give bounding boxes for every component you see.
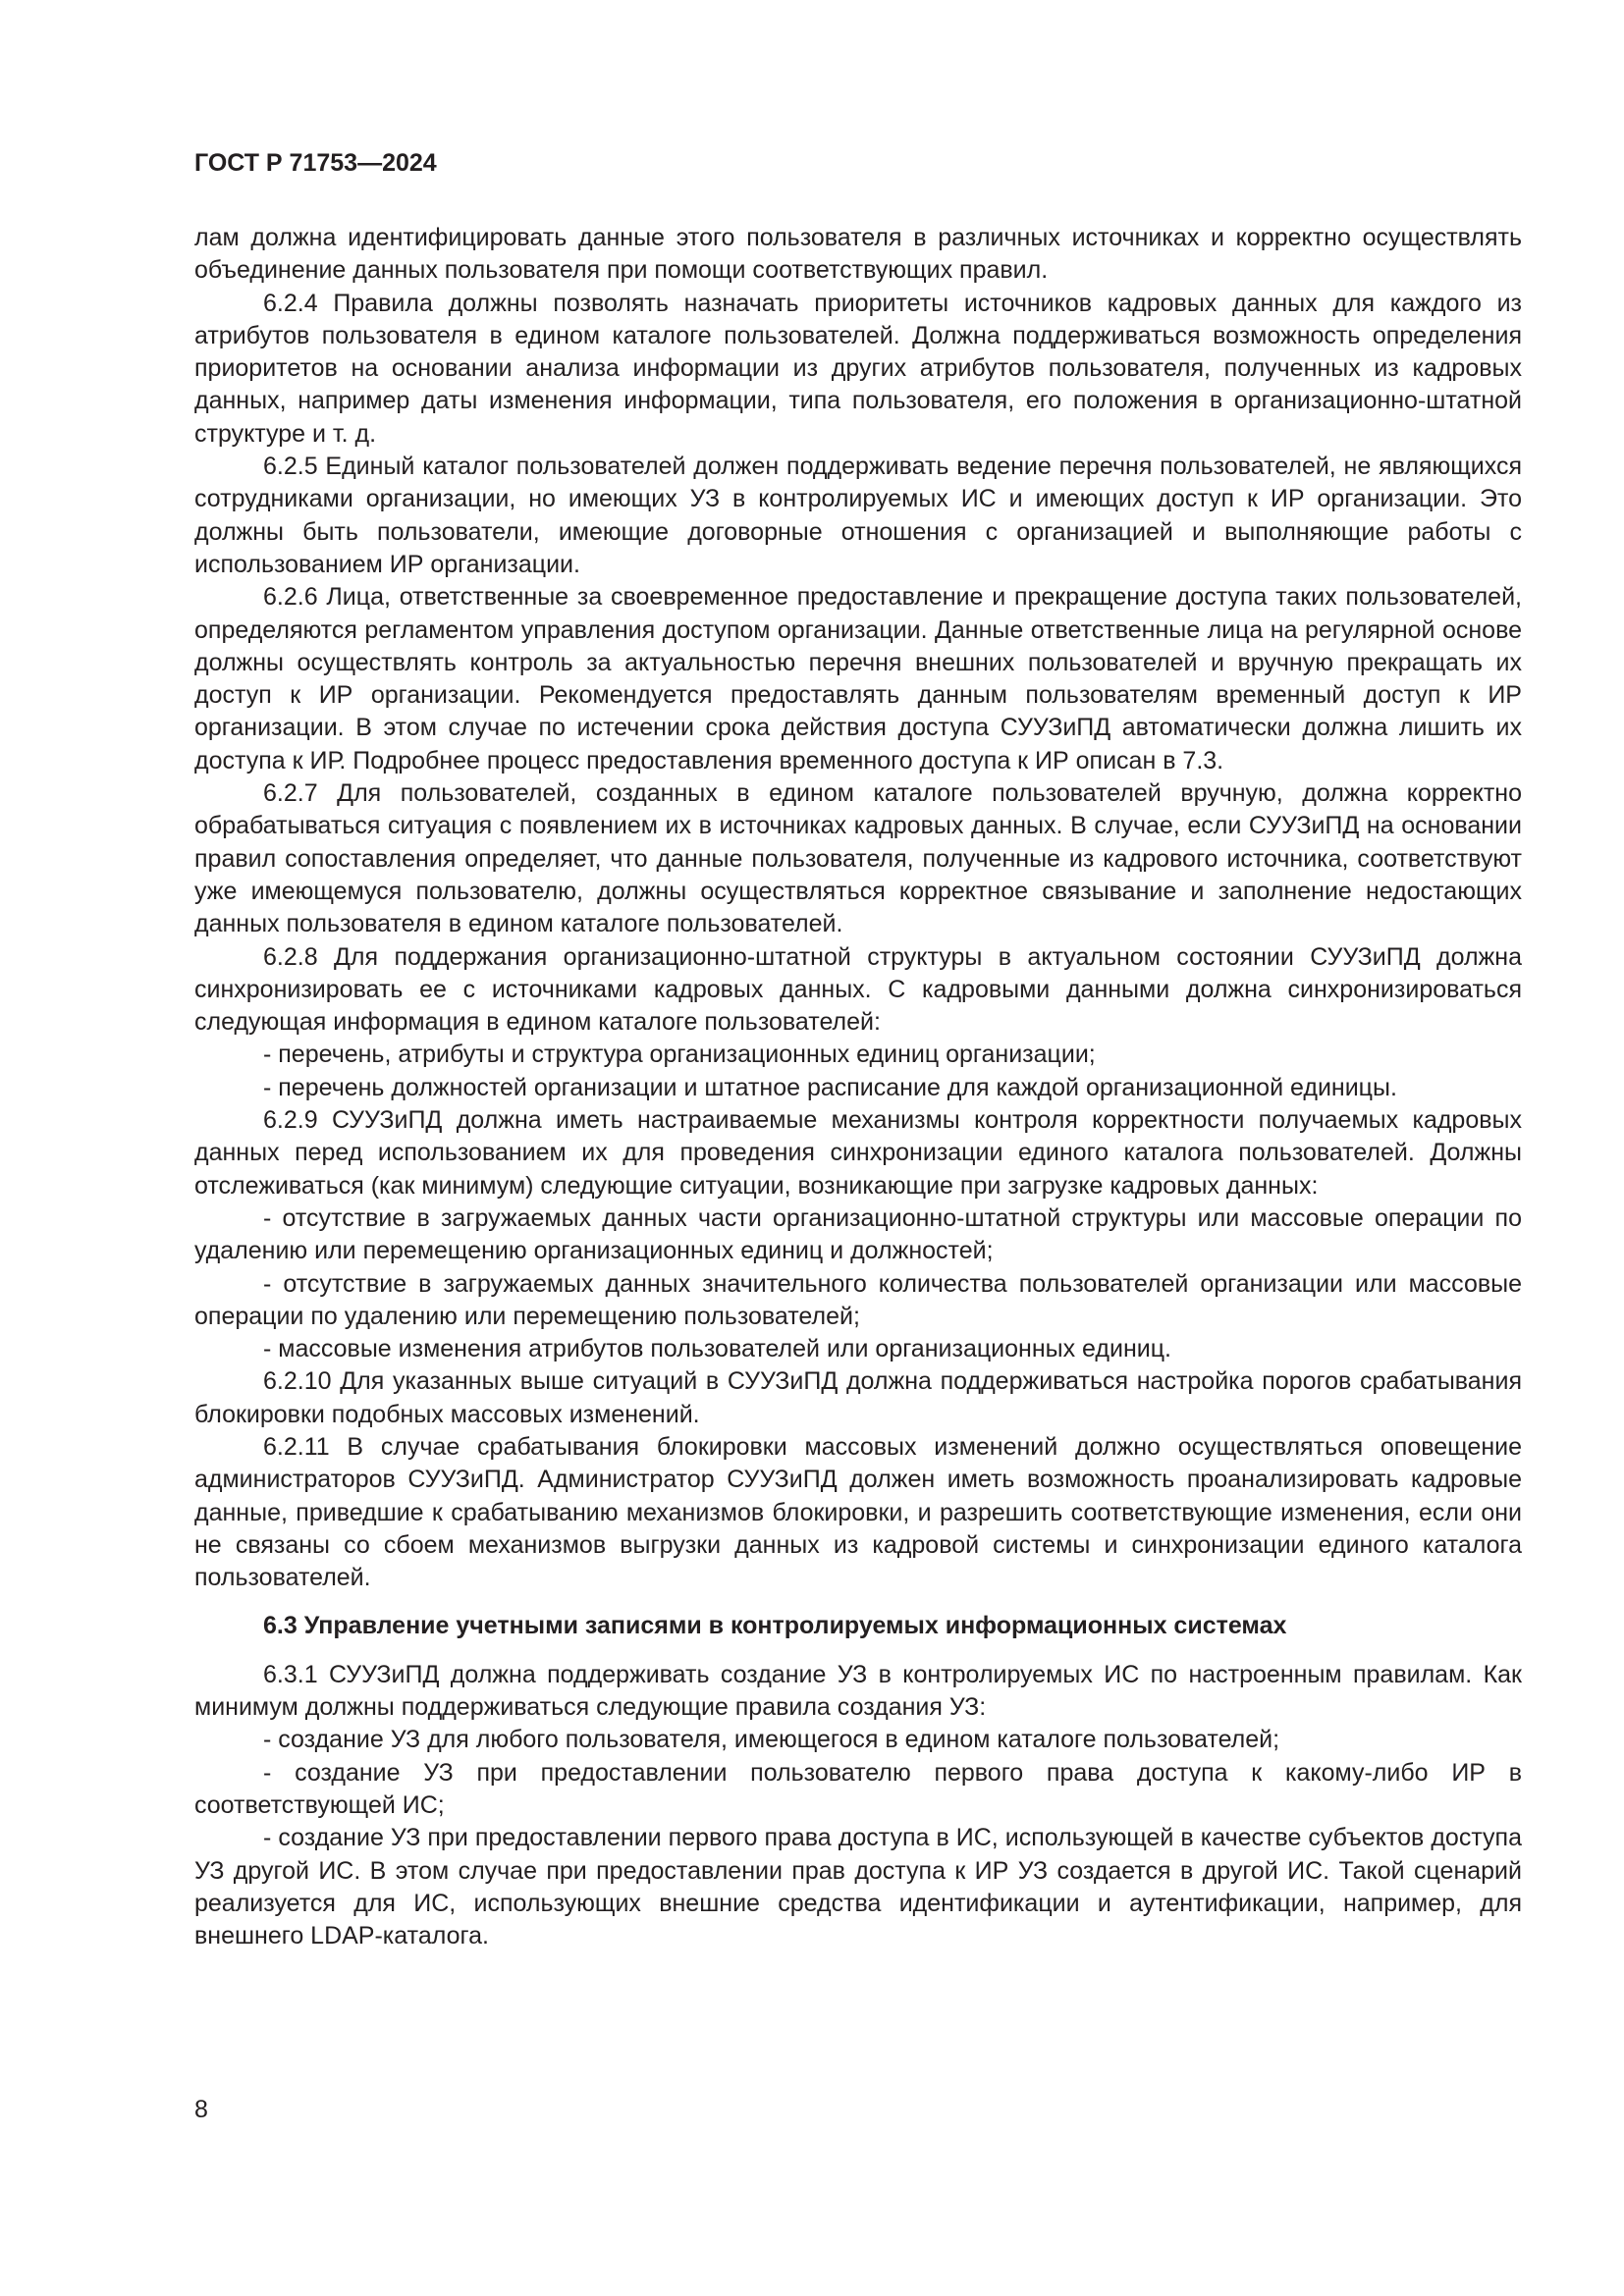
paragraph-6-2-9: 6.2.9 СУУЗиПД должна иметь настраиваемые механизмы контроля корректности получаемых кадровых данных перед использованием их для проведения синхронизации единого каталога пользователей. Должны отслеживаться (как минимум) следующие ситуации, возникающие при загрузке кадровых данных: — [194, 1106, 1522, 1200]
paragraph-6-2-4: 6.2.4 Правила должны позволять назначать приоритеты источников кадровых данных для каждого из атрибутов пользователя в едином каталоге пользователей. Должна поддерживаться возможность определения приоритетов на основании анализа информации из других атрибутов пользователя, полученных из кадровых данных, например даты изменения информации, типа пользователя, его положения в организационно-штатной структуре и т. д. — [194, 289, 1522, 448]
paragraph-6-2-11: 6.2.11 В случае срабатывания блокировки массовых изменений должно осуществляться оповещение администраторов СУУЗиПД. Администратор СУУЗиПД должен иметь возможность проанализировать кадровые данные, приведшие к срабатыванию механизмов блокировки, и разрешить соответствующие изменения, если они не связаны со сбоем механизмов выгрузки данных из кадровой системы и синхронизации единого каталога пользователей. — [194, 1432, 1522, 1592]
list-item: - отсутствие в загружаемых данных значительного количества пользователей организации или массовые операции по удалению или перемещению пользователей; — [194, 1269, 1522, 1330]
list-item: - перечень, атрибуты и структура организационных единиц организации; — [263, 1041, 1096, 1069]
list-item: - перечень должностей организации и штатное расписание для каждой организационной единицы. — [263, 1073, 1397, 1101]
list-item: - создание УЗ при предоставлении пользователю первого права доступа к какому-либо ИР в соответствующей ИС; — [194, 1758, 1522, 1819]
section-title: 6.3 Управление учетными записями в контролируемых информационных системах — [263, 1612, 1287, 1640]
list-item: - отсутствие в загружаемых данных части организационно-штатной структуры или массовые операции по удалению или перемещению организационных единиц и должностей; — [194, 1203, 1522, 1265]
list-item: - создание УЗ при предоставлении первого права доступа в ИС, использующей в качестве субъектов доступа УЗ другой ИС. В этом случае при предоставлении прав доступа к ИР УЗ создается в другой ИС. Такой сценарий реализуется для ИС, использующих внешние средства идентификации и аутентификации, например, для внешнего LDAP-каталога. — [194, 1824, 1522, 1950]
document-body — [194, 222, 1522, 1952]
paragraph-continuation: лам должна идентифицировать данные этого пользователя в различных источниках и корректно осуществлять объединение данных пользователя при помощи соответствующих правил. — [194, 224, 1522, 285]
paragraph-6-2-7: 6.2.7 Для пользователей, созданных в едином каталоге пользователей вручную, должна корректно обрабатываться ситуация с появлением их в источниках кадровых данных. В случае, если СУУЗиПД на основании правил сопоставления определяет, что данные пользователя, полученные из кадрового источника, соответствуют уже имеющемуся пользователю, должны осуществляться корректное связывание и заполнение недостающих данных пользователя в едином каталоге пользователей. — [194, 779, 1522, 938]
paragraph-6-3-1: 6.3.1 СУУЗиПД должна поддерживать создание УЗ в контролируемых ИС по настроенным правилам. Как минимум должны поддерживаться следующие правила создания УЗ: — [194, 1660, 1522, 1722]
paragraph-6-2-5: 6.2.5 Единый каталог пользователей должен поддерживать ведение перечня пользователей, не являющихся сотрудниками организации, но имеющих УЗ в контролируемых ИС и имеющих доступ к ИР организации. Это должны быть пользователи, имеющие договорные отношения с организацией и выполняющие работы с использованием ИР организации. — [194, 453, 1522, 578]
paragraph-6-2-10: 6.2.10 Для указанных выше ситуаций в СУУЗиПД должна поддерживаться настройка порогов срабатывания блокировки подобных массовых изменений. — [194, 1367, 1522, 1428]
list-item: - массовые изменения атрибутов пользователей или организационных единиц. — [263, 1335, 1171, 1363]
list-item: - создание УЗ для любого пользователя, имеющегося в едином каталоге пользователей; — [263, 1726, 1280, 1754]
document-header: ГОСТ Р 71753—2024 — [194, 149, 437, 177]
paragraph-6-2-8: 6.2.8 Для поддержания организационно-штатной структуры в актуальном состоянии СУУЗиПД должна синхронизировать ее с источниками кадровых данных. С кадровыми данными должна синхронизироваться следующая информация в едином каталоге пользователей: — [194, 942, 1522, 1037]
page-number: 8 — [194, 2096, 208, 2123]
paragraph-6-2-6: 6.2.6 Лица, ответственные за своевременное предоставление и прекращение доступа таких пользователей, определяются регламентом управления доступом организации. Данные ответственные лица на регулярной основе должны осуществлять контроль за актуальностью перечня внешних пользователей и вручную прекращать их доступ к ИР организации. Рекомендуется предоставлять данным пользователям временный доступ к ИР организации. В этом случае по истечении срока действия доступа СУУЗиПД автоматически должна лишить их доступа к ИР. Подробнее процесс предоставления временного доступа к ИР описан в 7.3. — [194, 583, 1522, 774]
